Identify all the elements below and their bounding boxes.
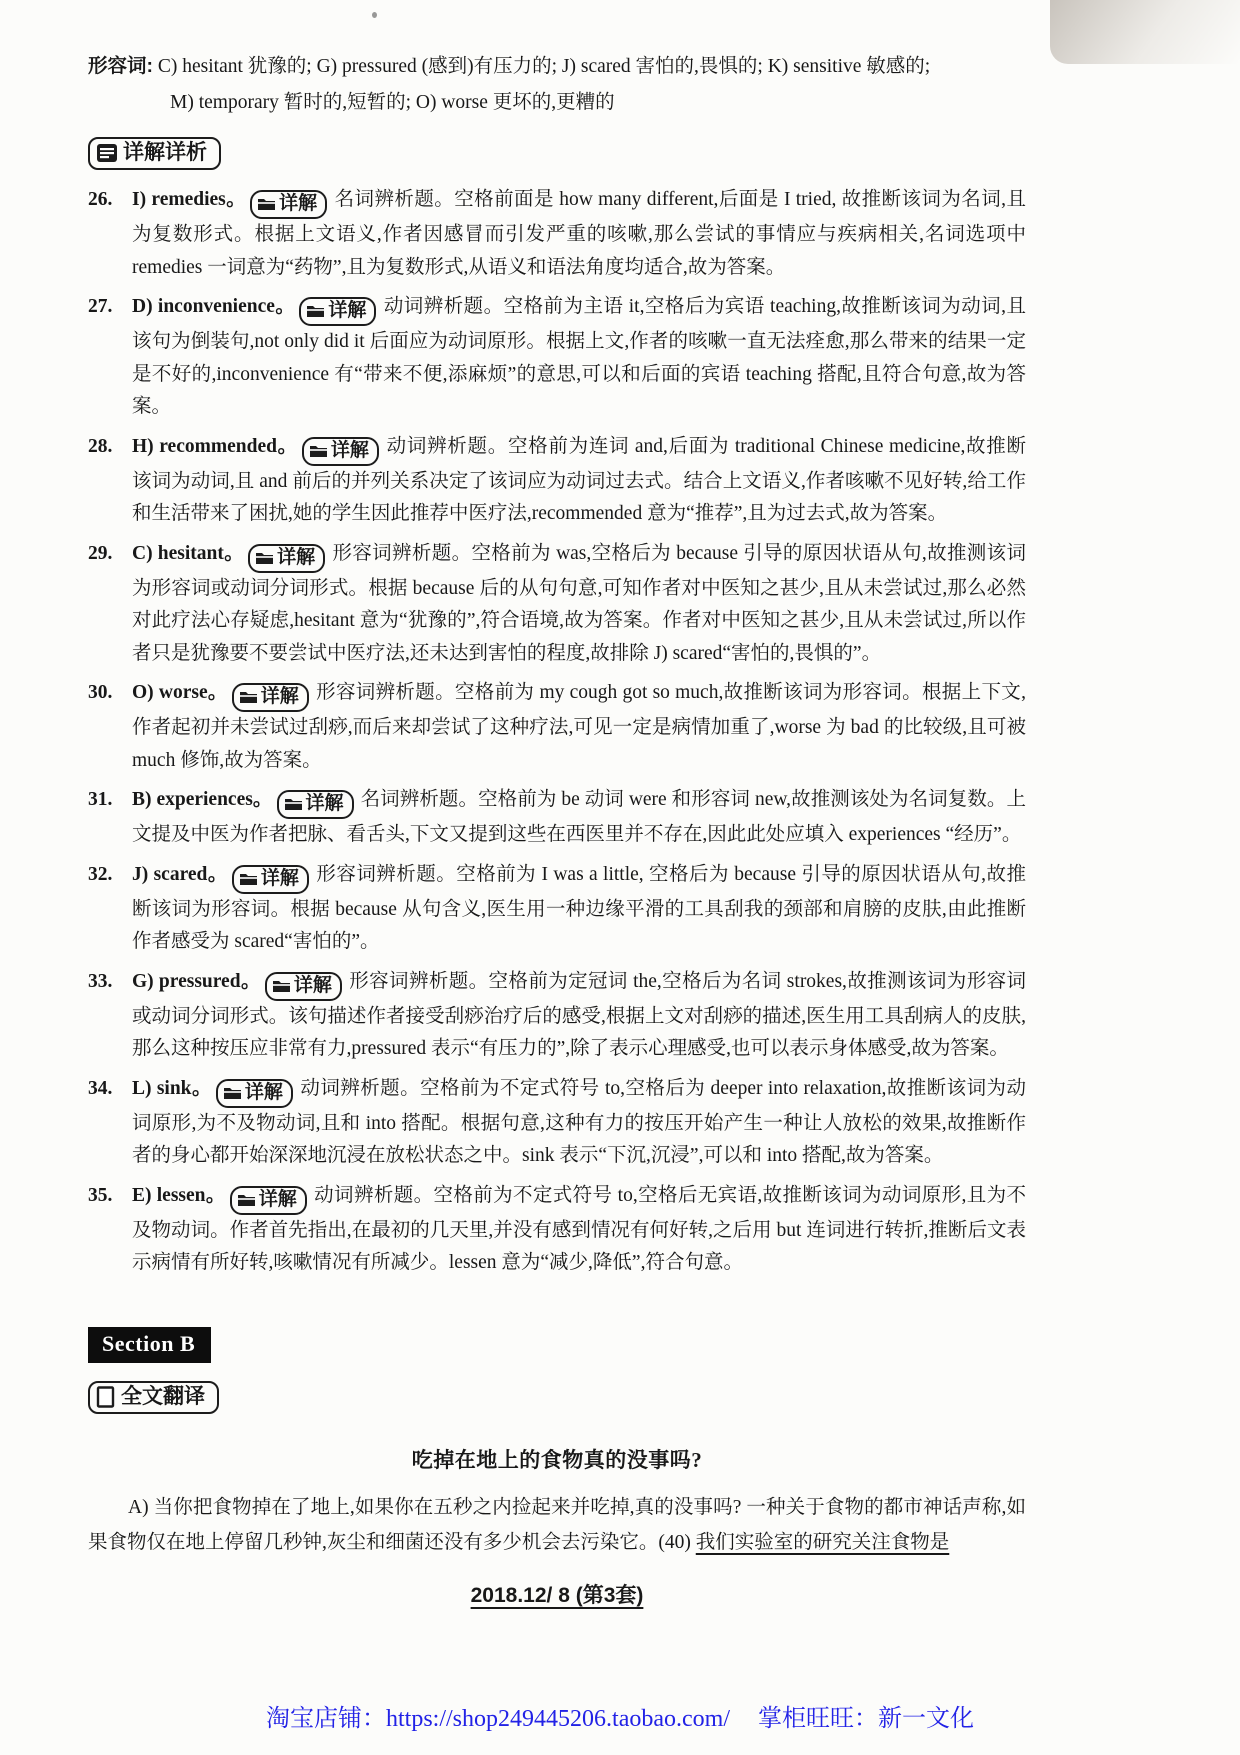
word-list-label: 形容词: (88, 55, 153, 77)
answer-item-30 (88, 677, 1026, 777)
folder-icon (257, 196, 276, 211)
word-list (88, 48, 1026, 121)
detail-badge-label: 详解 (305, 793, 344, 814)
item-answer: I) remedies。 (132, 189, 247, 210)
item-number: 34. (88, 1077, 113, 1099)
scan-dot (372, 12, 377, 18)
item-explanation: 形容词辨析题。空格前为 I was a little, 空格后为 because 引导的原因状语从句,故推断该词为形容词。根据 because 从句含义,医生用一种边缘平滑的工具刮我的颈部和肩膀的皮肤,由此推断作者感受为 scared“害怕的”。 (132, 863, 1026, 952)
paragraph-text: A) 当你把食物掉在了地上,如果你在五秒之内捡起来并吃掉,真的没事吗? 一种关于食物的都市神话声称,如果食物仅在地上停留几秒钟,灰尘和细菌还没有多少机会去污染它。(40) (88, 1496, 1026, 1553)
translation-paragraph (88, 1490, 1026, 1560)
folder-icon (239, 689, 258, 704)
item-number: 29. (88, 542, 113, 564)
detail-badge (265, 972, 342, 1001)
folder-icon (306, 303, 325, 318)
detail-badge (232, 683, 309, 712)
answer-item-29 (88, 538, 1026, 671)
folder-icon (309, 443, 328, 458)
answer-item-32 (88, 859, 1026, 959)
detail-badge-label: 详解 (244, 1081, 283, 1103)
folder-icon (284, 796, 303, 811)
detail-badge (250, 190, 327, 219)
item-explanation: 形容词辨析题。空格前为 my cough got so much,故推断该词为形容词。根据上下文,作者起初并未尝试过刮痧,而后来却尝试了这种疗法,可见一定是病情加重了,worse 为 bad 的比较级,且可被 much 修饰,故为答案。 (132, 682, 1026, 771)
answer-item-33 (88, 966, 1026, 1066)
folder-icon (239, 871, 258, 886)
word-list-line1 (88, 48, 1026, 85)
item-answer: G) pressured。 (132, 970, 261, 992)
item-answer: E) lessen。 (132, 1184, 226, 1206)
item-answer: D) inconvenience。 (132, 296, 296, 317)
item-answer: O) worse。 (132, 682, 228, 703)
item-number: 30. (88, 682, 113, 703)
paragraph-underlined-text: 我们实验室的研究关注食物是 (695, 1531, 950, 1553)
item-number: 31. (88, 789, 113, 810)
item-explanation: 动词辨析题。空格前为主语 it,空格后为宾语 teaching,故推断该词为动词,且该句为倒装句,not only did it 后面应为动词原形。根据上文,作者的咳嗽一直无法痊愈,那么带来的结果一定是不好的,inconvenience 有“带来不便,添麻烦”的意思,可以和后面的宾语 teaching 搭配,且符合句意,故为答案。 (132, 296, 1026, 417)
item-number: 28. (88, 435, 113, 457)
detail-badge-label: 详解 (330, 439, 369, 461)
item-number: 35. (88, 1184, 113, 1206)
answer-item-28 (88, 431, 1026, 531)
translation-badge-label: 全文翻译 (121, 1384, 205, 1408)
detail-badge (232, 865, 309, 894)
detail-badge-label: 详解 (258, 1188, 297, 1210)
shop-watermark (0, 1698, 1240, 1733)
answer-item-31 (88, 784, 1026, 852)
item-answer: J) scared。 (132, 863, 228, 885)
item-answer: H) recommended。 (132, 435, 298, 457)
answer-list (88, 184, 1026, 1280)
folder-icon (255, 550, 274, 565)
item-number: 32. (88, 863, 113, 885)
item-number: 26. (88, 189, 113, 210)
page-content (88, 48, 1026, 1609)
folder-icon (272, 978, 291, 993)
item-explanation: 形容词辨析题。空格前为 was,空格后为 because 引导的原因状语从句,故推测该词为形容词或动词分词形式。根据 because 后的从句句意,可知作者对中医知之甚少,且从未尝试过,那么必然对此疗法心存疑虑,hesitant 意为“犹豫的”,符合语境,故为答案。作者对中医知之甚少,且从未尝试过,所以作者只是犹豫要不要尝试中医疗法,还未达到害怕的程度,故排除 J) scared“害怕的,畏惧的”。 (132, 542, 1026, 664)
section-b-header: Section B (88, 1327, 211, 1363)
word-list-line2: M) temporary 暂时的,短暂的; O) worse 更坏的,更糟的 (170, 92, 615, 113)
item-number: 27. (88, 296, 113, 317)
translation-title: 吃掉在地上的食物真的没事吗? (411, 1447, 703, 1472)
detail-badge (230, 1186, 307, 1215)
item-answer: B) experiences。 (132, 789, 273, 810)
detail-badge-label: 详解 (279, 193, 318, 214)
section-header-label: 详解详析 (123, 141, 207, 164)
word-list-line1-text: C) hesitant 犹豫的; G) pressured (感到)有压力的; J) scared 害怕的,畏惧的; K) sensitive 敏感的; (157, 56, 931, 77)
item-explanation: 名词辨析题。空格前为 be 动词 were 和形容词 new,故推测该处为名词复数。上文提及中医为作者把脉、看舌头,下文又提到这些在西医里并不存在,因此此处应填入 experiences “经历”。 (132, 789, 1026, 845)
answer-item-35 (88, 1180, 1026, 1280)
scan-smudge (1050, 0, 1240, 64)
detail-badge (216, 1079, 293, 1108)
answer-item-27 (88, 291, 1026, 424)
item-answer: C) hesitant。 (132, 542, 245, 564)
section-header-badge (88, 137, 221, 170)
detail-badge-label: 详解 (277, 546, 316, 568)
detail-badge-label: 详解 (260, 867, 299, 889)
folder-icon (237, 1192, 256, 1207)
answer-item-26 (88, 184, 1026, 284)
detail-badge-label: 详解 (293, 974, 332, 996)
answer-item-34 (88, 1073, 1026, 1173)
item-explanation: 动词辨析题。空格前为连词 and,后面为 traditional Chinese medicine,故推断该词为动词,且 and 前后的并列关系决定了该词应为动词过去式。结合上文语义,作者咳嗽不见好转,给工作和生活带来了困扰,她的学生因此推荐中医疗法,recommended 意为“推荐”,且为过去式,故为答案。 (132, 435, 1026, 524)
item-number: 33. (88, 970, 113, 992)
page-footer-text: 2018.12/ 8 (第3套) (470, 1584, 644, 1607)
item-answer: L) sink。 (132, 1077, 212, 1099)
folder-icon (223, 1085, 242, 1100)
detail-badge (277, 790, 354, 819)
detail-badge (302, 437, 379, 466)
notes-icon (96, 143, 118, 163)
item-explanation: 动词辨析题。空格前为不定式符号 to,空格后为 deeper into relaxation,故推断该词为动词原形,为不及物动词,且和 into 搭配。根据句意,这种有力的按压开始产生一种让人放松的效果,故推断作者的身心都开始深深地沉浸在放松状态之中。sink 表示“下沉,沉浸”,可以和 into 搭配,故为答案。 (132, 1077, 1026, 1166)
shop-url-link[interactable]: https://shop249445206.taobao.com/ (386, 1706, 730, 1732)
page-icon (96, 1386, 116, 1408)
translation-badge (88, 1381, 219, 1414)
shop-label: 淘宝店铺： (266, 1706, 386, 1732)
detail-badge-label: 详解 (260, 686, 299, 707)
page-footer (88, 1579, 1026, 1609)
item-explanation: 名词辨析题。空格前面是 how many different,后面是 I tried, 故推断该词为名词,且为复数形式。根据上文语义,作者因感冒而引发严重的咳嗽,那么尝试的事情应与疾病相关,名词选项中 remedies 一词意为“药物”,且为复数形式,从语义和语法角度均适合,故为答案。 (132, 189, 1026, 278)
shop-owner-label: 掌柜旺旺：新一文化 (757, 1706, 974, 1732)
detail-badge (248, 544, 325, 573)
detail-badge-label: 详解 (328, 300, 367, 321)
detail-badge (299, 297, 376, 326)
item-explanation: 形容词辨析题。空格前为定冠词 the,空格后为名词 strokes,故推测该词为形容词或动词分词形式。该句描述作者接受刮痧治疗后的感受,根据上文对刮痧的描述,医生用工具刮病人的皮肤,那么这种按压应非常有力,pressured 表示“有压力的”,除了表示心理感受,也可以表示身体感受,故为答案。 (132, 970, 1026, 1059)
item-explanation: 动词辨析题。空格前为不定式符号 to,空格后无宾语,故推断该词为动词原形,且为不及物动词。作者首先指出,在最初的几天里,并没有感到情况有何好转,之后用 but 连词进行转折,推断后文表示病情有所好转,咳嗽情况有所减少。lessen 意为“减少,降低”,符合句意。 (132, 1184, 1026, 1273)
